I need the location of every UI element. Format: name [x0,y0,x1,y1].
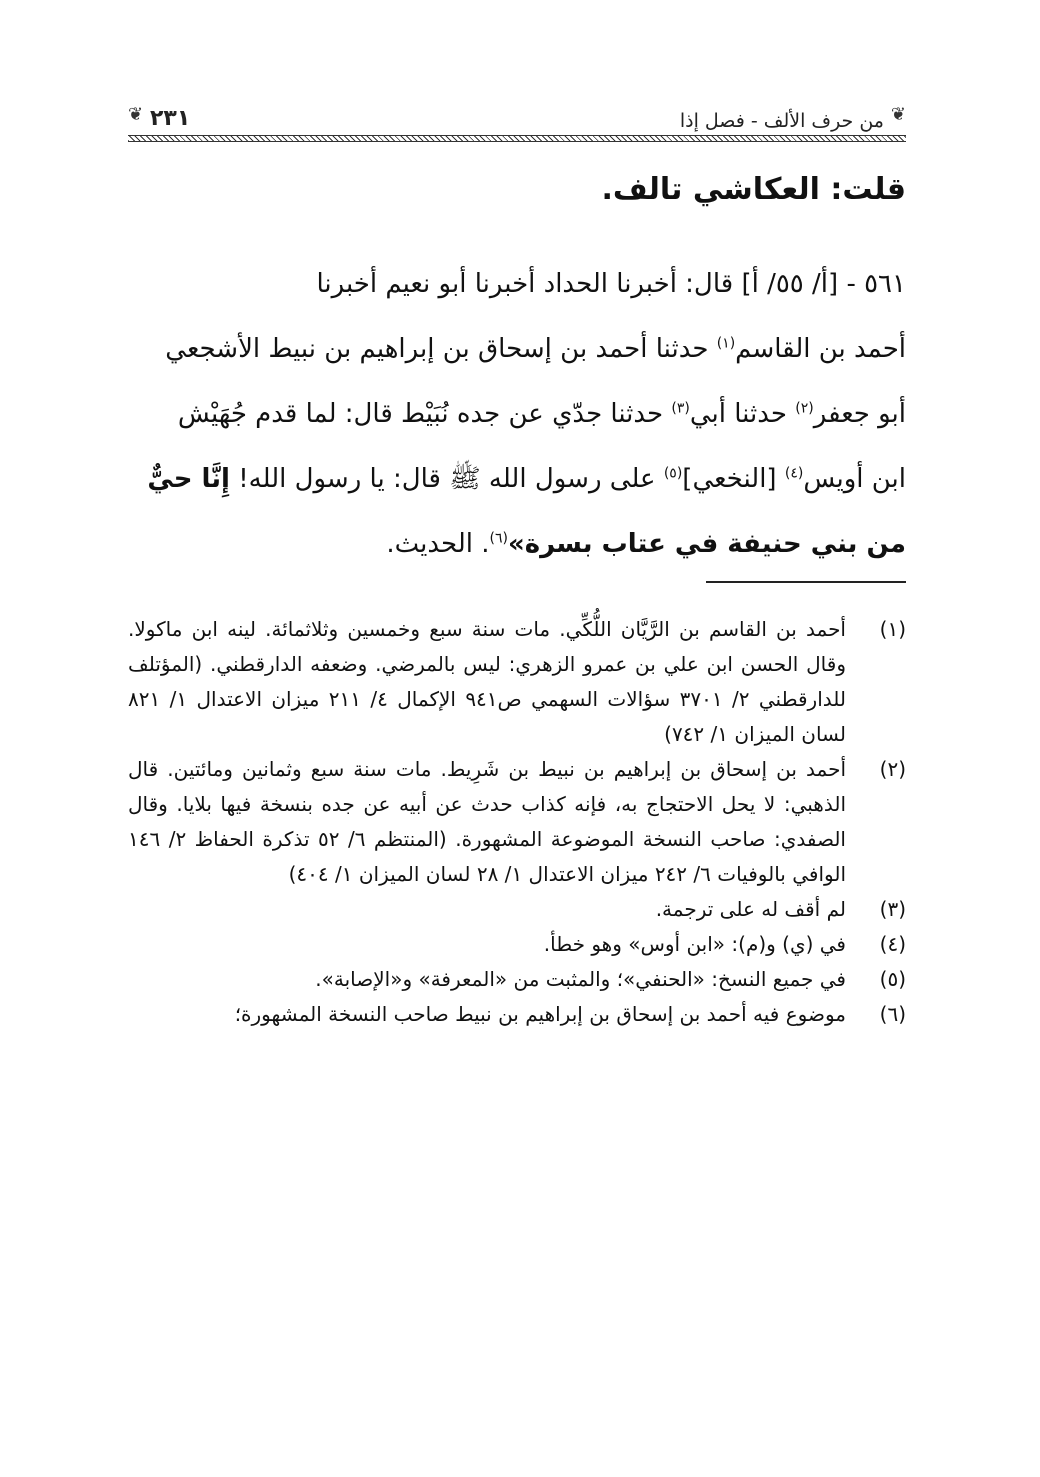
hadith-line: من بني حنيفة في عتاب بسرة»$^{(٦)}$. الحديث. [386,529,906,559]
footnote-ref: (٤) [784,465,804,482]
footnote-divider [706,581,906,583]
footnote-ref: (٦) [489,530,508,547]
footnote [128,997,906,1032]
footnote-ref: (٢) [795,400,814,417]
footnote-number: (٥) [879,967,906,991]
ornament-icon: ❦ [128,104,144,125]
footnote-number: (٢) [879,757,906,781]
footnote-number: (٦) [879,1002,906,1026]
footnote [128,892,906,927]
footnote-text: في (ي) و(م): «ابن أوس» وهو خطأ. [543,932,846,956]
footnote-text: أحمد بن إسحاق بن إبراهيم بن نبيط بن شَرِيط. مات سنة سبع وثمانين ومائتين. قال الذهبي: لا يحل الاحتجاج به، فإنه كذاب حدث عن أبيه عن جده بنسخة فيها بلايا. وقال الصفدي: صاحب النسخة الموضوعة المشهورة. (المنتظم ٦/ ٥٢ تذكرة الحفاظ ٢/ ١٤٦ الوافي بالوفيات ٦/ ٢٤٢ ميزان الاعتدال ١/ ٢٨ لسان الميزان ١/ ٤٠٤) [128,757,846,886]
footnotes [128,612,906,1032]
footnote-number: (١) [879,617,906,641]
hadith-line: ابن أويس$^{(٤)}$ [النخعي]$^{(٥)}$ على رسول الله ﷺ قال: يا رسول الله! إِنَّا حيٌّ [147,464,906,494]
hadith-line: أبو جعفر$^{(٢)}$ حدثنا أبي$^{(٣)}$ حدثنا جدّي عن جده نُبَيْط قال: لما قدم جُهَيْش [177,399,906,429]
footnote-text: موضوع فيه أحمد بن إسحاق بن إبراهيم بن نبيط صاحب النسخة المشهورة؛ [234,1002,846,1026]
footnote [128,962,906,997]
footnote-number: (٤) [879,932,906,956]
header-divider [128,135,906,142]
page-number: ٢٣١ [150,106,191,131]
footnote-text: في جميع النسخ: «الحنفي»؛ والمثبت من «المعرفة» و«الإصابة». [315,967,846,991]
footnote-ref: (٥) [663,465,683,482]
footnote-number: (٣) [879,897,906,921]
footnote-text: أحمد بن القاسم بن الرَّيَّان اللُّكِّي. مات سنة سبع وخمسين وثلاثمائة. لينه ابن ماكولا. وقال الحسن ابن علي بن عمرو الزهري: ليس بالمرضي. وضعفه الدارقطني. (المؤتلف للدارقطني ٢/ ٣٧٠١ سؤالات السهمي ص٩٤١ الإكمال ٤/ ٢١١ ميزان الاعتدال ١/ ٨٢١ لسان الميزان ١/ ٧٤٢) [128,617,846,746]
footnote-ref: (١) [716,335,736,352]
footnote [128,927,906,962]
footnote-ref: (٣) [671,400,690,417]
hadith-line: أحمد بن القاسم$^{(١)}$ حدثنا أحمد بن إسحاق بن إبراهيم بن نبيط الأشجعي [165,334,906,364]
running-title: من حرف الألف - فصل إذا [679,110,884,132]
page-header [128,98,906,142]
footnote [128,612,906,752]
footnote [128,752,906,892]
footnote-text: لم أقف له على ترجمة. [655,897,846,921]
qult-line: قلت: العكاشي تالف. [601,172,906,207]
hadith-paragraph [128,252,906,577]
ornament-icon: ❦ [890,104,906,125]
hadith-line: ٥٦١ - [أ/ ٥٥/ أ] قال: أخبرنا الحداد أخبرنا أبو نعيم أخبرنا [316,269,906,299]
